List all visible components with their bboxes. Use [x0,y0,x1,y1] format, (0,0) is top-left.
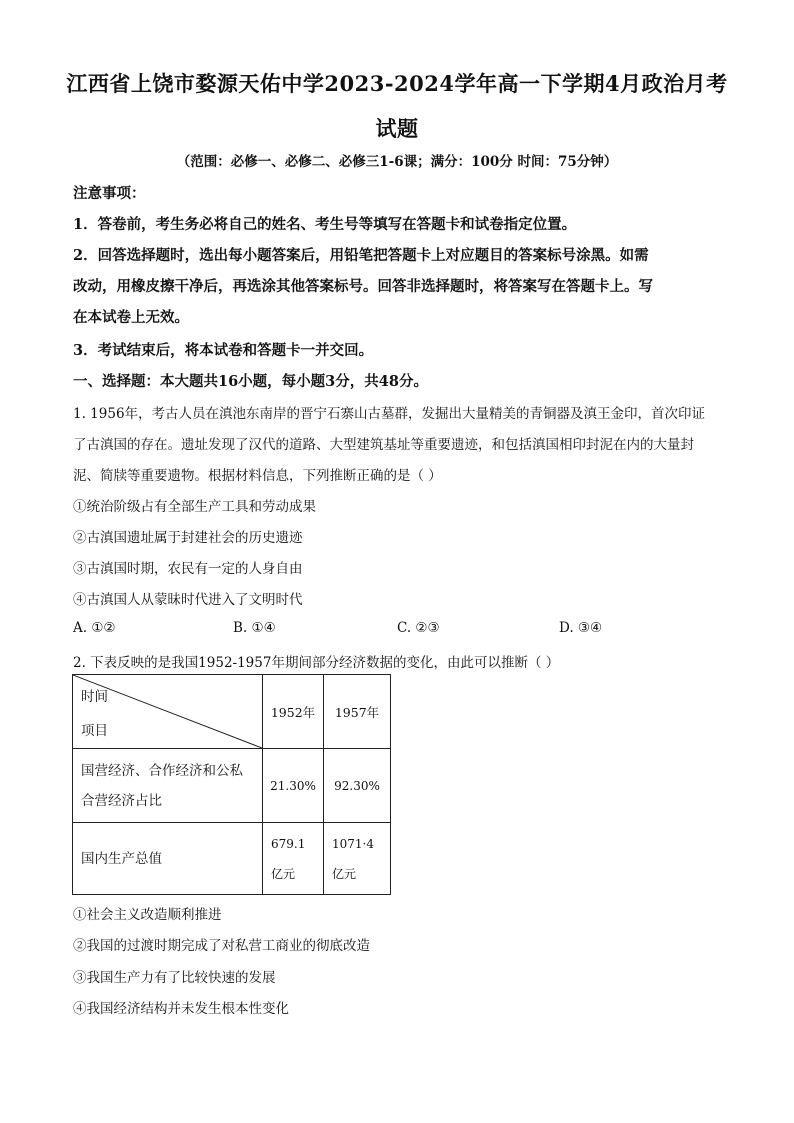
cell-value: 1071·4 [332,836,374,851]
exam-scope-subtitle: （范围：必修一、必修二、必修三1-6课；满分：100分 时间：75分钟） [176,154,618,170]
cell-gdp-1957 [324,823,391,895]
q2-economic-data-table [72,674,391,895]
table-row [73,749,391,823]
notes-item-3: 3．考试结束后，将本试卷和答题卡一并交回。 [73,342,374,359]
cell-share-1952: 21.30% [263,749,324,823]
q1-stem-line3: 泥、简牍等重要遗物。根据材料信息，下列推断正确的是（ ） [73,468,442,484]
row-label-gdp: 国内生产总值 [73,823,263,895]
q1-option-a: A. ①② [73,620,116,636]
cell-unit: 亿元 [271,866,296,881]
q1-stem-line2: 了古滇国的存在。遗址发现了汉代的道路、大型建筑基址等重要遗迹，和包括滇国相印封泥在内的大量封 [73,437,694,453]
exam-title-line1: 江西省上饶市婺源天佑中学2023-2024学年高一下学期4月政治月考 [66,71,728,96]
q1-stem-line1: 1. 1956年，考古人员在滇池东南岸的晋宁石寨山古墓群，发掘出大量精美的青铜器及滇王金印，首次印证 [73,406,706,422]
notes-heading: 注意事项： [73,185,146,202]
corner-label-item: 项目 [81,723,108,739]
row-label-economy-share [73,749,263,823]
table-row [73,823,391,895]
q1-option-c: C. ②③ [397,620,440,636]
column-header-1957: 1957年 [324,675,391,749]
q2-statement-2: ②我国的过渡时期完成了对私营工商业的彻底改造 [73,938,370,954]
q2-statement-3: ③我国生产力有了比较快速的发展 [73,970,276,986]
q1-statement-3: ③古滇国时期，农民有一定的人身自由 [73,561,303,577]
cell-share-1957: 92.30% [324,749,391,823]
q1-statement-1: ①统治阶级占有全部生产工具和劳动成果 [73,499,316,515]
q1-statement-2: ②古滇国遗址属于封建社会的历史遗迹 [73,530,303,546]
row-label-line: 合营经济占比 [81,792,162,809]
table-corner-cell [73,675,263,749]
exam-title-line2: 试题 [375,116,419,141]
table-header-row [73,675,391,749]
corner-label-time: 时间 [81,689,108,705]
q2-stem: 2. 下表反映的是我国1952-1957年期间部分经济数据的变化，由此可以推断（ ） [73,655,560,671]
q1-statement-4: ④古滇国人从蒙昧时代进入了文明时代 [73,592,303,608]
notes-item-2-line1: 2．回答选择题时，选出每小题答案后，用铅笔把答题卡上对应题目的答案标号涂黑。如需 [73,247,649,264]
notes-item-2-line2: 改动，用橡皮擦干净后，再选涂其他答案标号。回答非选择题时，将答案写在答题卡上。写 [73,278,653,295]
q1-option-b: B. ①④ [233,620,276,636]
section-1-heading: 一、选择题：本大题共16小题，每小题3分，共48分。 [73,373,428,390]
notes-item-2-line3: 在本试卷上无效。 [73,309,189,326]
q1-option-d: D. ③④ [559,620,603,636]
cell-value: 679.1 [271,836,306,851]
column-header-1952: 1952年 [263,675,324,749]
cell-gdp-1952 [263,823,324,895]
cell-unit: 亿元 [332,866,357,881]
notes-item-1: 1．答卷前，考生务必将自己的姓名、考生号等填写在答题卡和试卷指定位置。 [73,216,577,233]
row-label-line: 国营经济、合作经济和公私 [81,762,243,779]
q2-statement-1: ①社会主义改造顺利推进 [73,907,222,923]
q2-statement-4: ④我国经济结构并未发生根本性变化 [73,1001,289,1017]
